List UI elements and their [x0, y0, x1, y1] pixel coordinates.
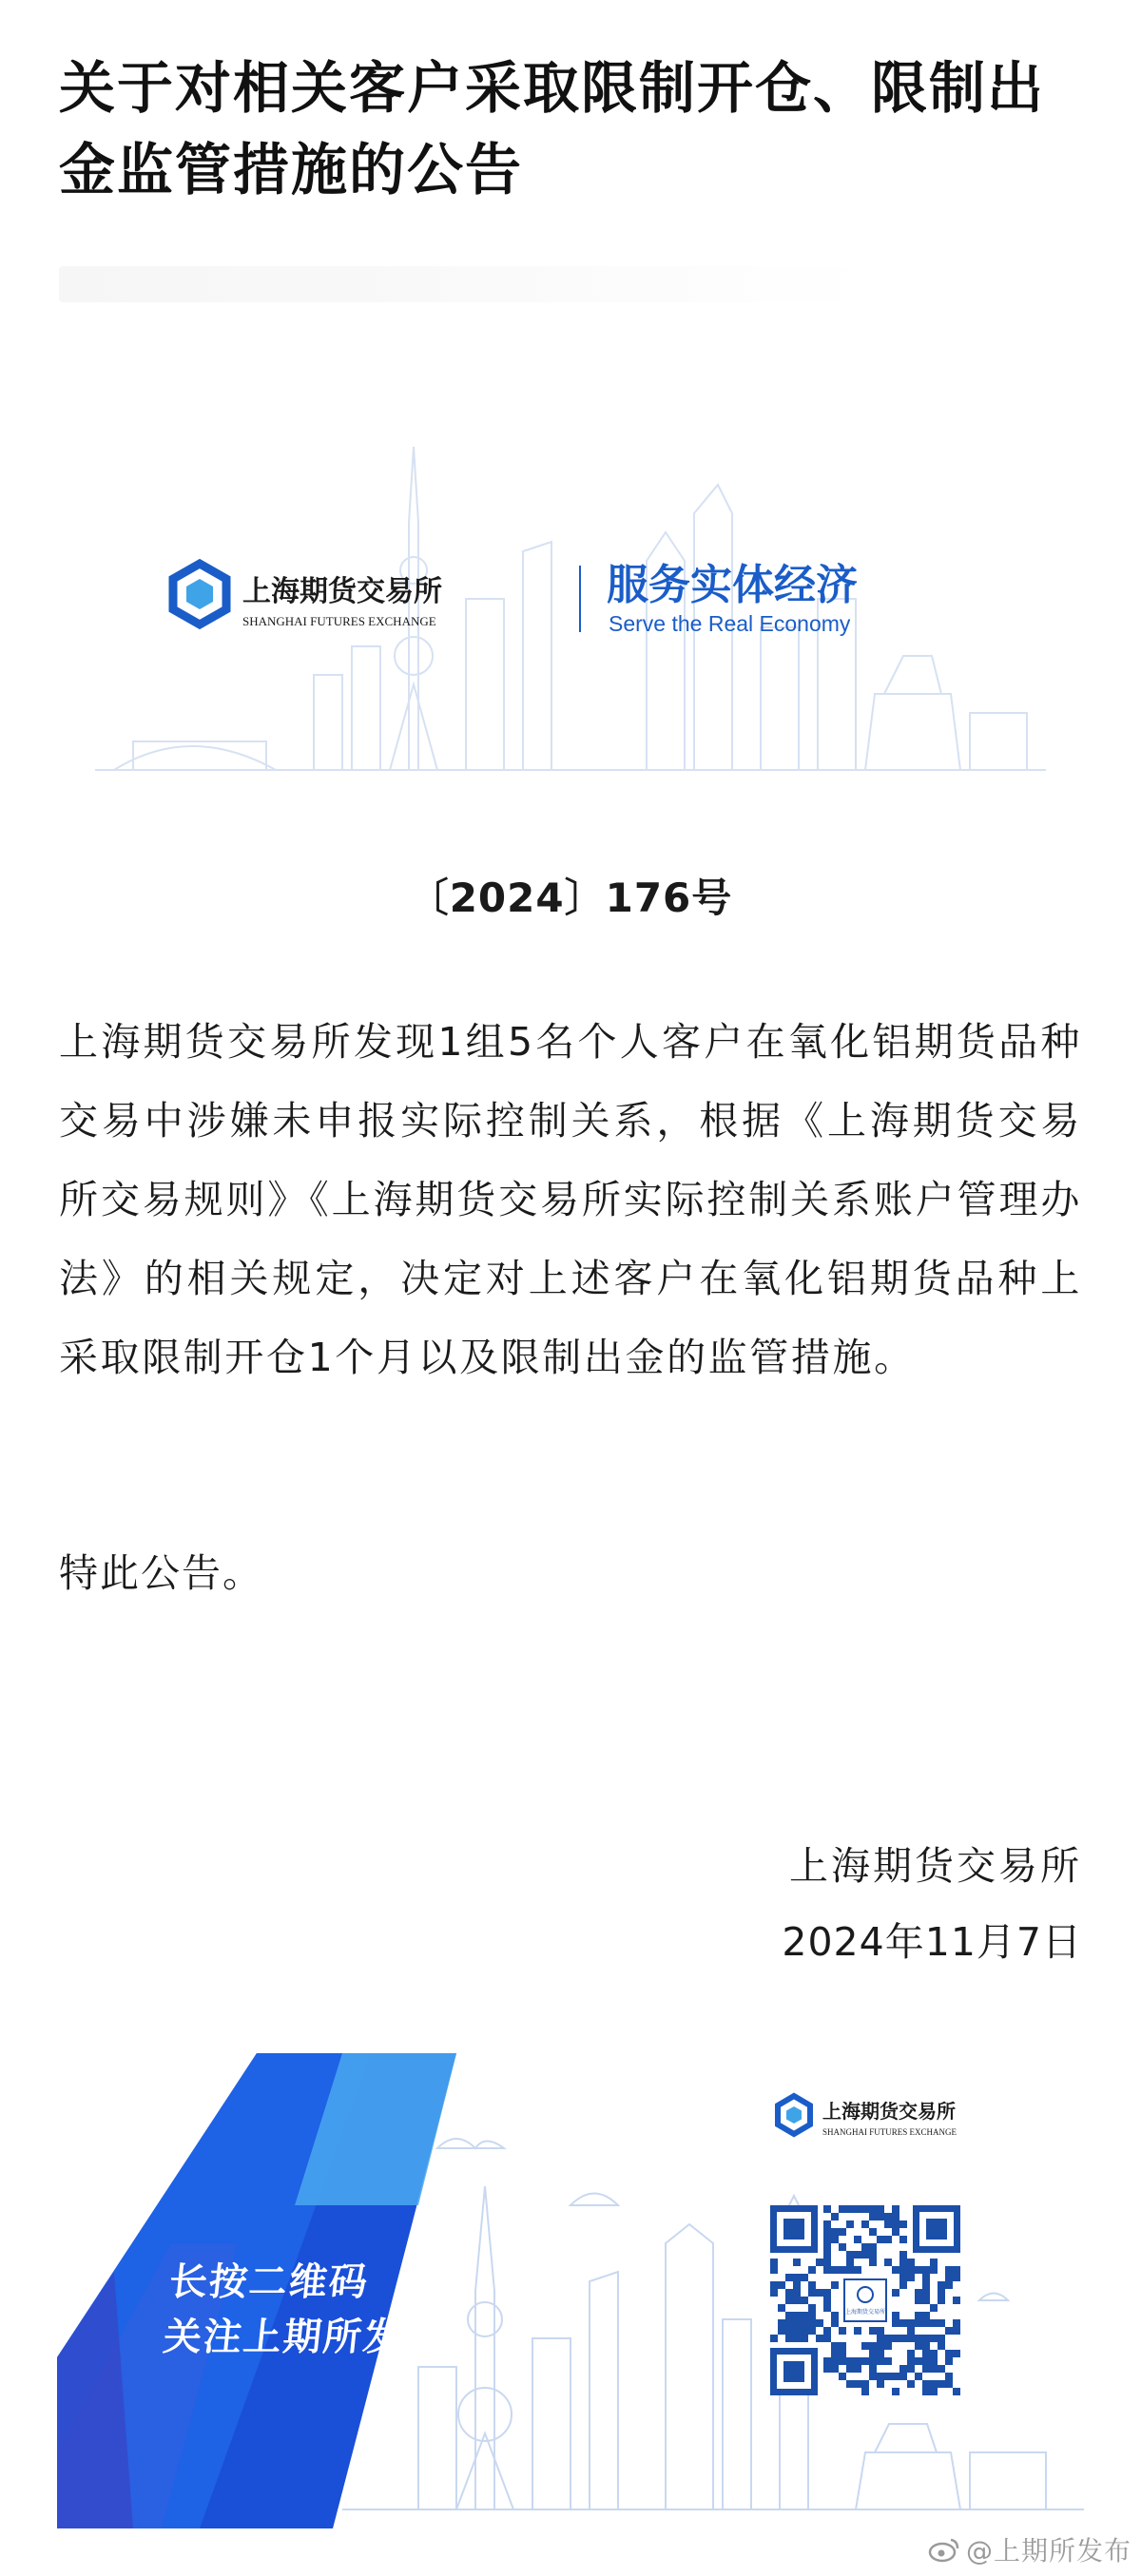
follow-banner-text [161, 2255, 452, 2365]
signature-organization: 上海期货交易所 [789, 1843, 1082, 1889]
banner-slogan-cn: 服务实体经济 [607, 561, 858, 609]
footer-logo-cn: 上海期货交易所 [822, 2100, 956, 2123]
follow-line-1: 长按二维码 [166, 2260, 372, 2304]
faded-subtitle-placeholder [59, 266, 877, 302]
sfe-logo-icon [173, 564, 226, 625]
follow-line-2: 关注上期所发布 [161, 2316, 446, 2359]
banner-logo-en: SHANGHAI FUTURES EXCHANGE [242, 614, 436, 628]
document-number: 〔2024〕176号 [408, 875, 733, 921]
top-banner-image [95, 409, 1046, 789]
footer-sfe-logo-icon [778, 2096, 810, 2134]
banner-slogan-en: Serve the Real Economy [609, 611, 851, 636]
signature-date: 2024年11月7日 [782, 1919, 1082, 1965]
closing-statement: 特此公告。 [59, 1550, 263, 1596]
weibo-icon [928, 2536, 960, 2563]
article-title: 关于对相关客户采取限制开仓、限制出金监管措施的公告 [59, 55, 1046, 202]
qr-code-icon [770, 2205, 960, 2395]
announcement-body: 上海期货交易所发现1组5名个人客户在氧化铝期货品种交易中涉嫌未申报实际控制关系，根据《上海期货交易所交易规则》《上海期货交易所实际控制关系账户管理办法》的相关规定，决定对上述客户在氧化铝期货品种上采取限制开仓1个月以及限制出金的监管措施。 [59, 1019, 1082, 1380]
city-skyline [95, 447, 1046, 770]
banner-logo-cn: 上海期货交易所 [242, 575, 442, 608]
qr-center-label: 上海期货交易所 [844, 2309, 886, 2316]
watermark-text: @上期所发布 [965, 2535, 1131, 2566]
footer-logo-en: SHANGHAI FUTURES EXCHANGE [822, 2127, 957, 2137]
weibo-watermark [928, 2530, 1131, 2568]
